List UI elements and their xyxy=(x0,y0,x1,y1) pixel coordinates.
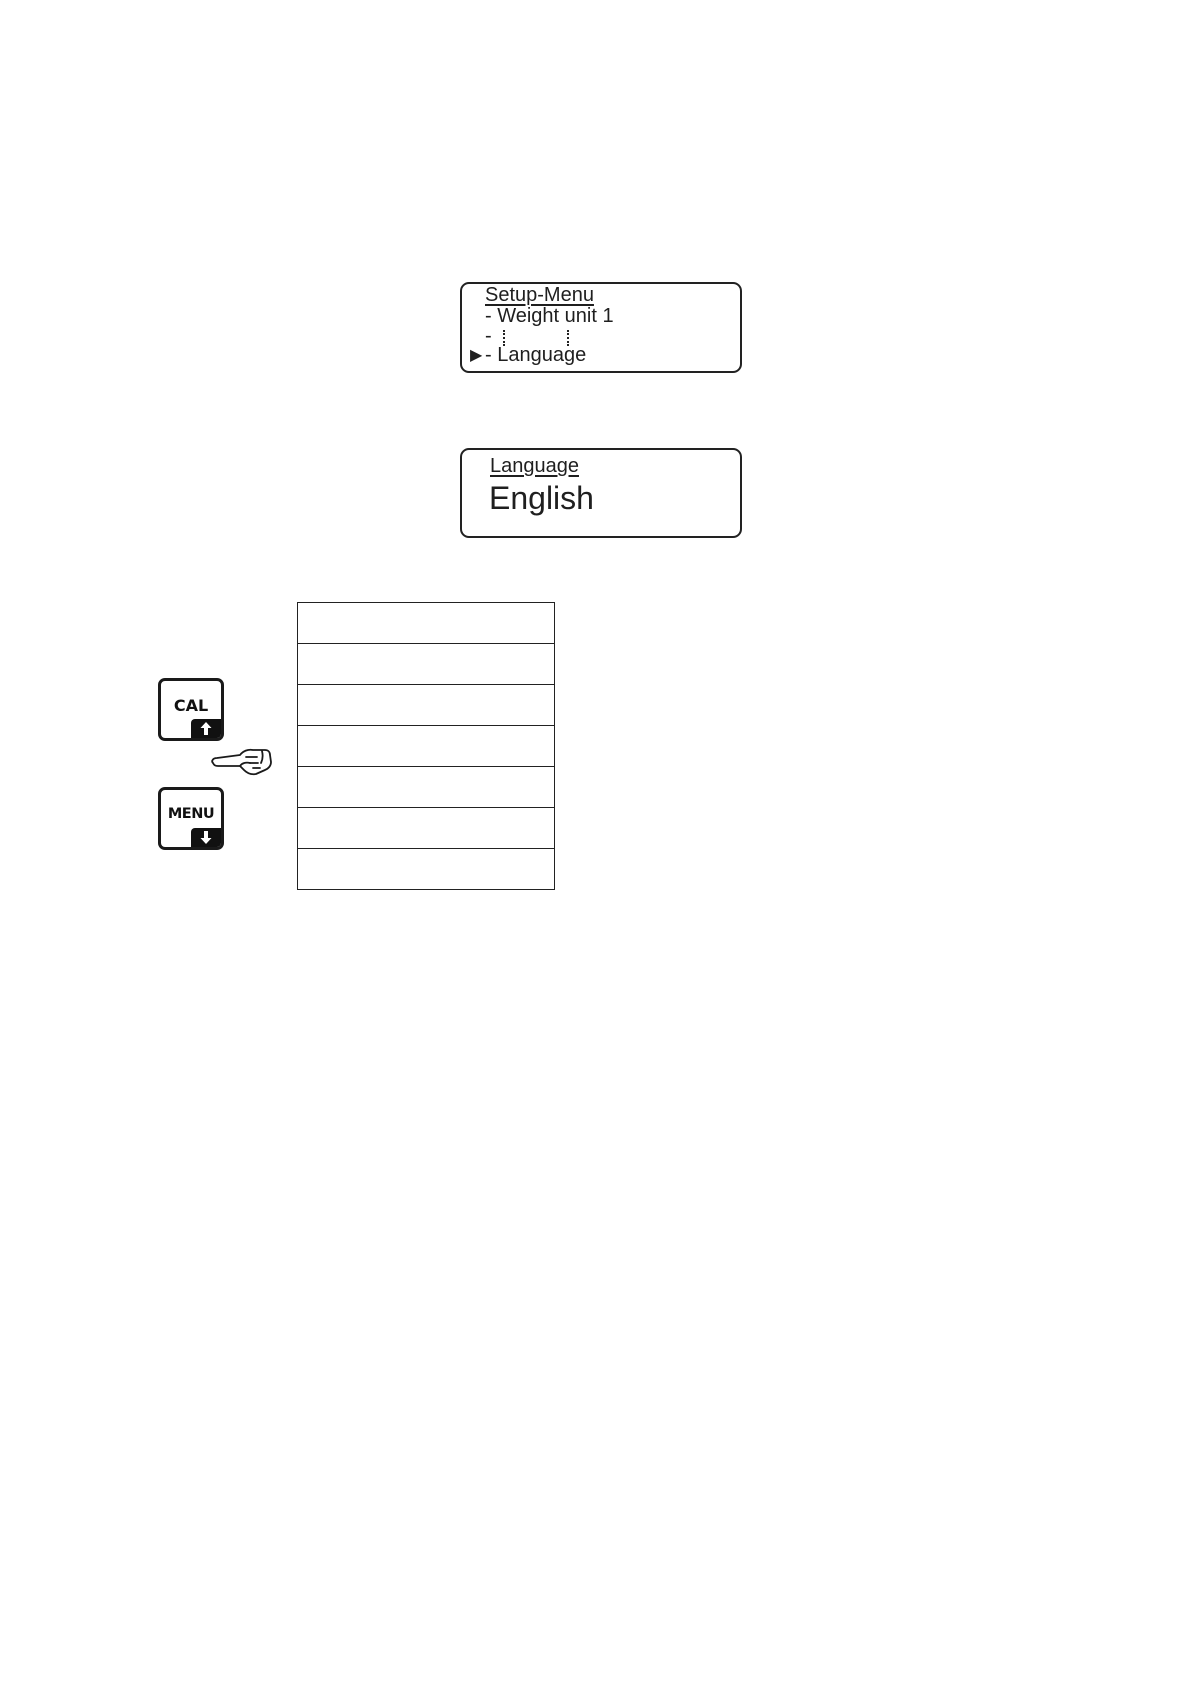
table-cell xyxy=(298,808,555,849)
setup-menu-item-ellipsis: - xyxy=(485,325,492,347)
table-row xyxy=(298,644,555,685)
menu-key-label: MENU xyxy=(167,806,215,822)
language-value: English xyxy=(489,480,594,516)
language-options-table xyxy=(297,602,555,890)
table-cell xyxy=(298,767,555,808)
setup-menu-item-language: - Language xyxy=(485,344,587,366)
cal-up-key[interactable] xyxy=(158,678,224,741)
table-cell xyxy=(298,726,555,767)
language-display xyxy=(460,448,742,538)
cal-key-label: CAL xyxy=(173,696,209,715)
selection-arrow-icon: ▶ xyxy=(470,347,483,364)
table-row xyxy=(298,808,555,849)
table-row xyxy=(298,685,555,726)
arrow-down-icon xyxy=(191,828,221,847)
table-row xyxy=(298,603,555,644)
setup-menu-title: Setup-Menu xyxy=(485,284,594,306)
pointing-hand-icon xyxy=(210,744,276,778)
table-cell xyxy=(298,685,555,726)
table-cell xyxy=(298,644,555,685)
table-cell xyxy=(298,849,555,890)
table-row xyxy=(298,849,555,890)
setup-menu-item-weight-unit: - Weight unit 1 xyxy=(485,305,614,327)
table-cell xyxy=(298,603,555,644)
table-row xyxy=(298,726,555,767)
arrow-up-icon xyxy=(191,719,221,738)
table-row xyxy=(298,767,555,808)
setup-menu-display xyxy=(460,282,742,373)
menu-down-key[interactable] xyxy=(158,787,224,850)
language-title: Language xyxy=(490,455,579,477)
